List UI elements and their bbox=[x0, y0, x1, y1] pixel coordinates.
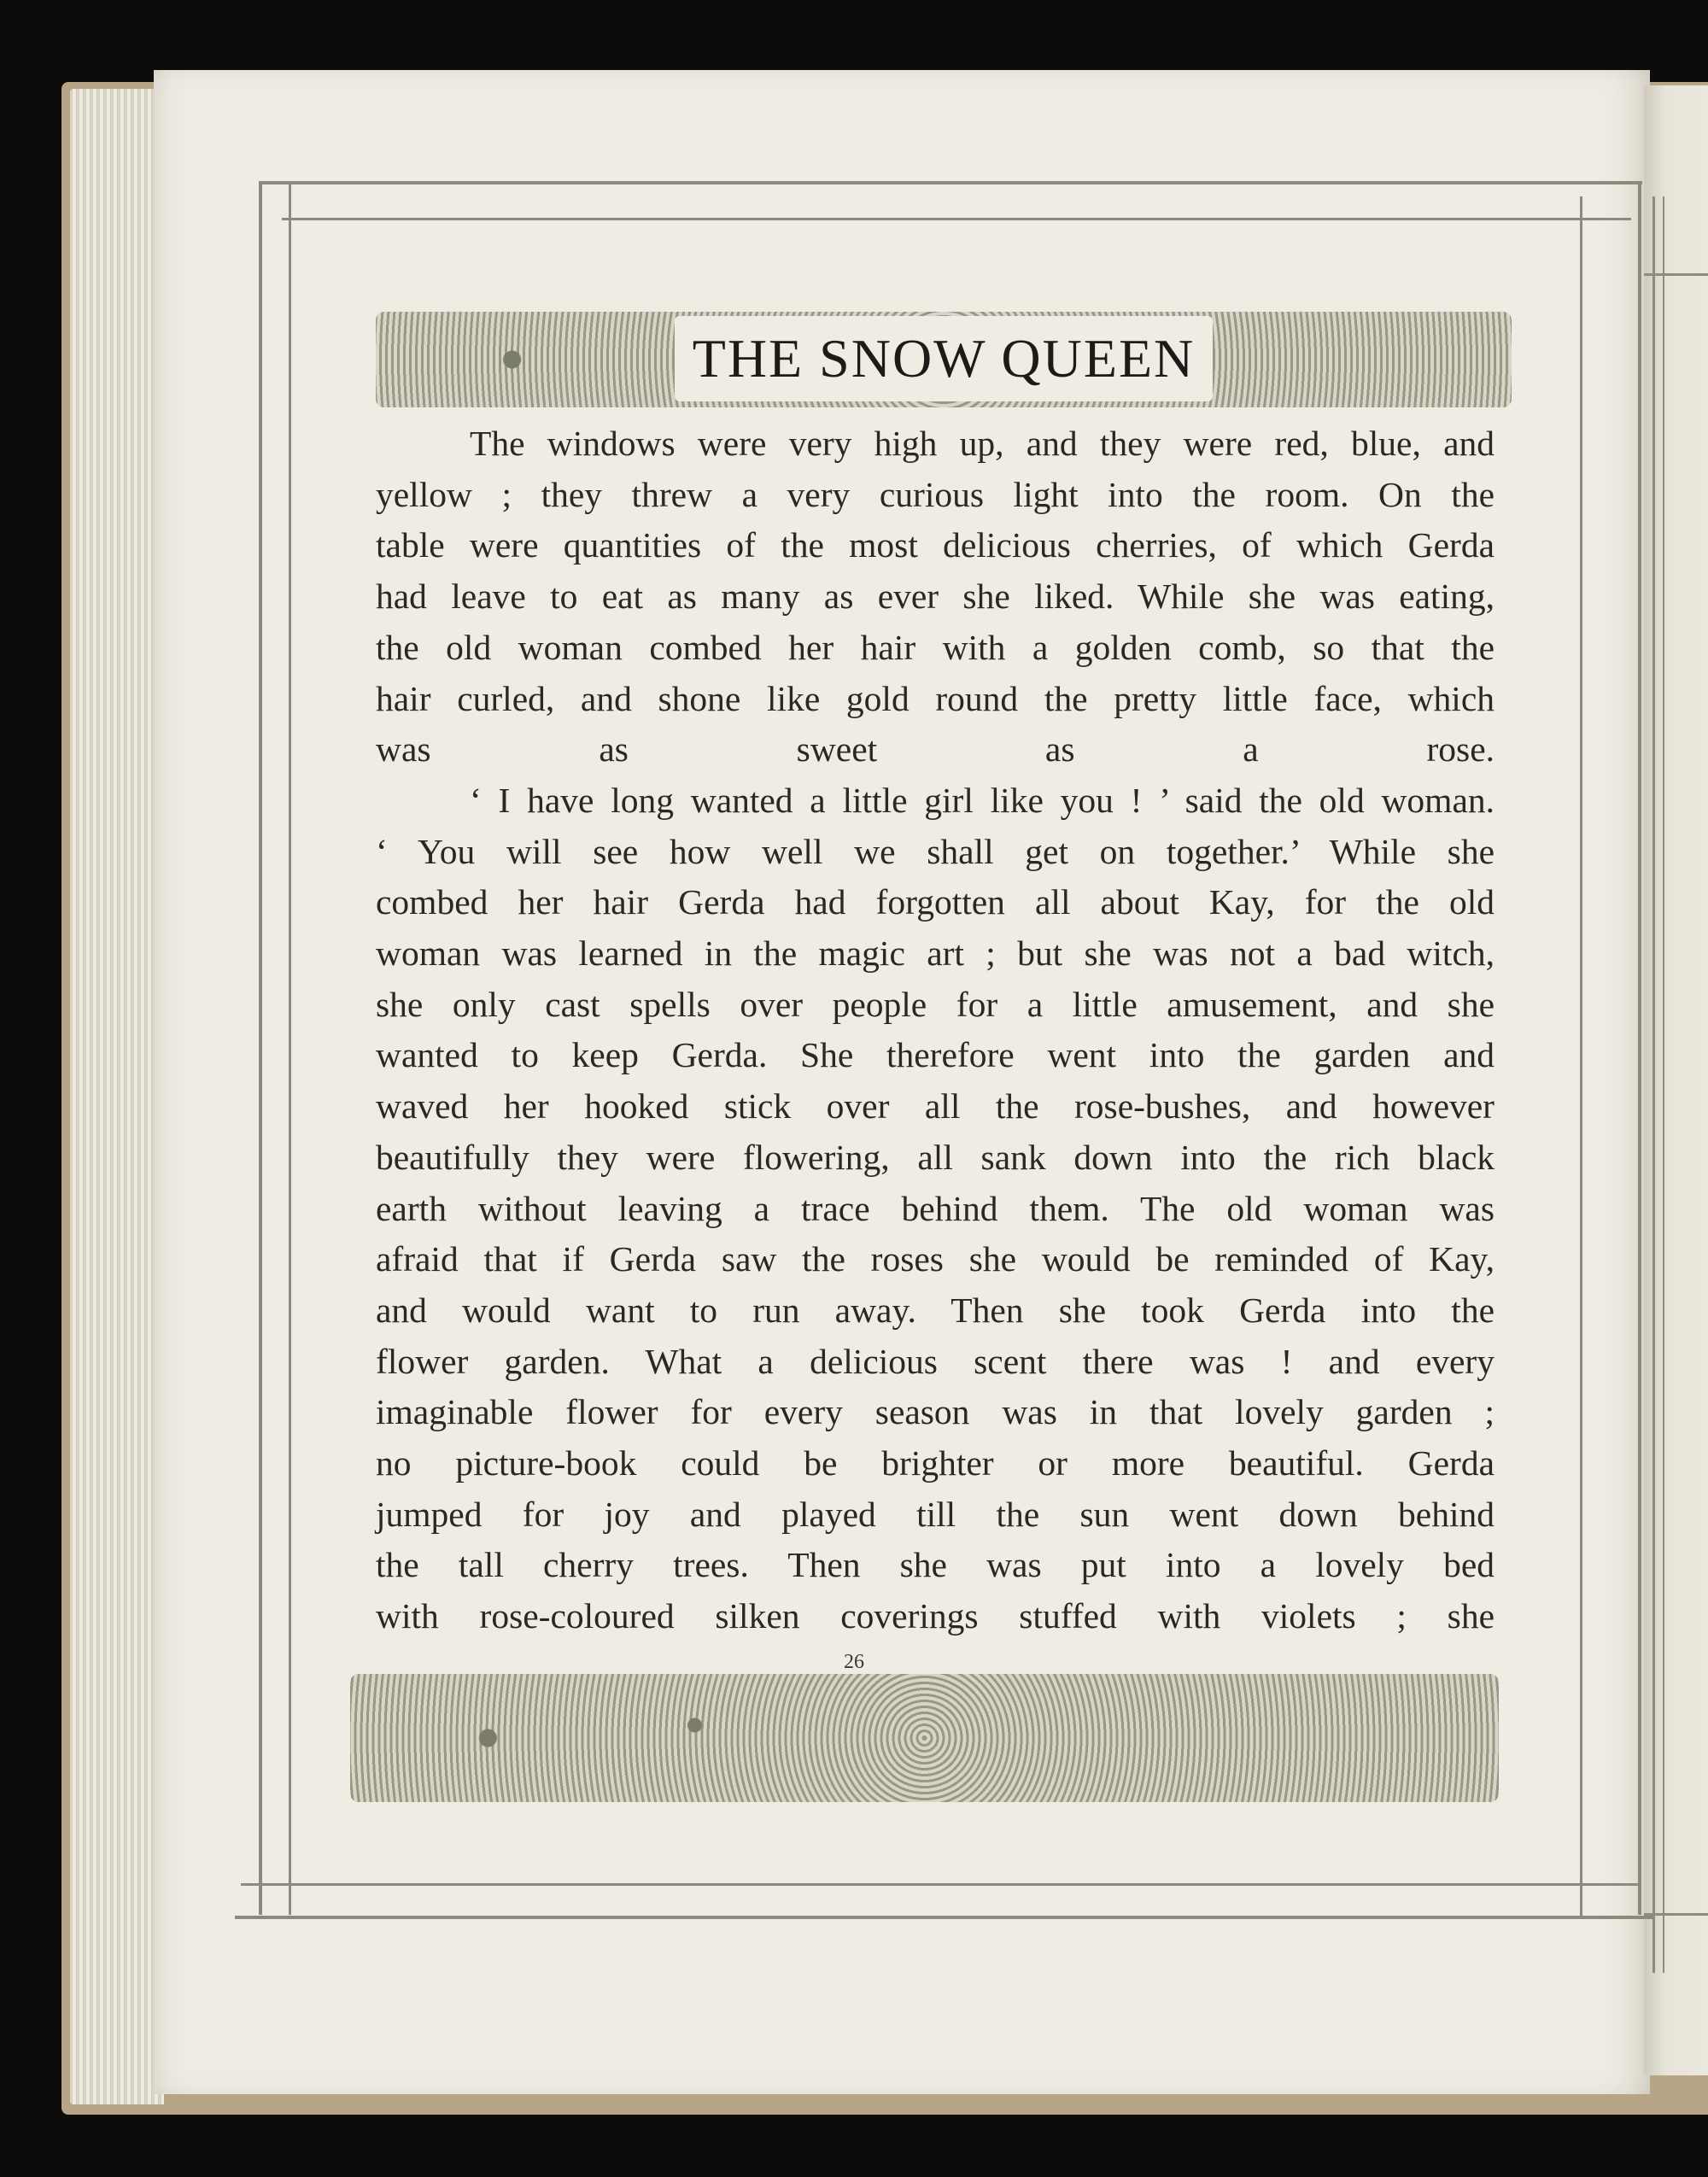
header-title-box bbox=[675, 316, 1213, 401]
facing-frame-line bbox=[1652, 196, 1655, 1973]
text-line: beautifully they were flowering, all sank down into the rich black bbox=[376, 1137, 1494, 1177]
text-line: earth without leaving a trace behind them. The old woman was bbox=[376, 1188, 1494, 1228]
text-line: she only cast spells over people for a little amusement, and she bbox=[376, 984, 1494, 1024]
footer-ornament bbox=[350, 1674, 1499, 1802]
text-line: waved her hooked stick over all the rose-bushes, and however bbox=[376, 1086, 1494, 1127]
page-title: THE SNOW QUEEN bbox=[692, 328, 1196, 389]
facing-frame-line bbox=[1644, 1913, 1708, 1916]
facing-frame-line bbox=[1644, 273, 1708, 276]
text-line: hair curled, and shone like gold round the pretty little face, which bbox=[376, 678, 1494, 718]
text-line: afraid that if Gerda saw the roses she would be reminded of Kay, bbox=[376, 1239, 1494, 1279]
text-line: yellow ; they threw a very curious light into the room. On the bbox=[376, 474, 1494, 514]
text-line: no picture-book could be brighter or more beautiful. Gerda bbox=[376, 1443, 1494, 1484]
paragraph-1 bbox=[376, 418, 1494, 775]
text-line: flower garden. What a delicious scent there was ! and every bbox=[376, 1341, 1494, 1381]
text-line: with rose-coloured silken coverings stuffed with violets ; she bbox=[376, 1596, 1494, 1636]
text-line: was as sweet as a rose. bbox=[376, 729, 1494, 770]
text-line: jumped for joy and played till the sun went down behind bbox=[376, 1494, 1494, 1534]
text-line: the tall cherry trees. Then she was put into a lovely bed bbox=[376, 1545, 1494, 1585]
text-line: imaginable flower for every season was in that lovely garden ; bbox=[376, 1392, 1494, 1432]
text-line: ‘ You will see how well we shall get on together.’ While she bbox=[376, 831, 1494, 871]
facing-page bbox=[1644, 85, 1708, 2075]
paragraph-2 bbox=[376, 775, 1494, 1642]
text-line: woman was learned in the magic art ; but she was not a bad witch, bbox=[376, 933, 1494, 974]
text-line: had leave to eat as many as ever she liked. While she was eating, bbox=[376, 576, 1494, 617]
text-line: table were quantities of the most delicious cherries, of which Gerda bbox=[376, 525, 1494, 565]
text-line: wanted to keep Gerda. She therefore went into the garden and bbox=[376, 1035, 1494, 1075]
text-line: combed her hair Gerda had forgotten all about Kay, for the old bbox=[376, 882, 1494, 922]
text-line: The windows were very high up, and they were red, blue, and bbox=[470, 424, 1494, 463]
text-line: ‘ I have long wanted a little girl like you ! ’ said the old woman. bbox=[470, 780, 1494, 820]
page-number: 26 bbox=[844, 1651, 864, 1673]
body-text bbox=[376, 418, 1494, 1642]
page-edges bbox=[70, 89, 164, 2104]
text-line: and would want to run away. Then she took Gerda into the bbox=[376, 1290, 1494, 1330]
text-line: the old woman combed her hair with a golden comb, so that the bbox=[376, 627, 1494, 667]
facing-frame-line bbox=[1663, 196, 1664, 1973]
